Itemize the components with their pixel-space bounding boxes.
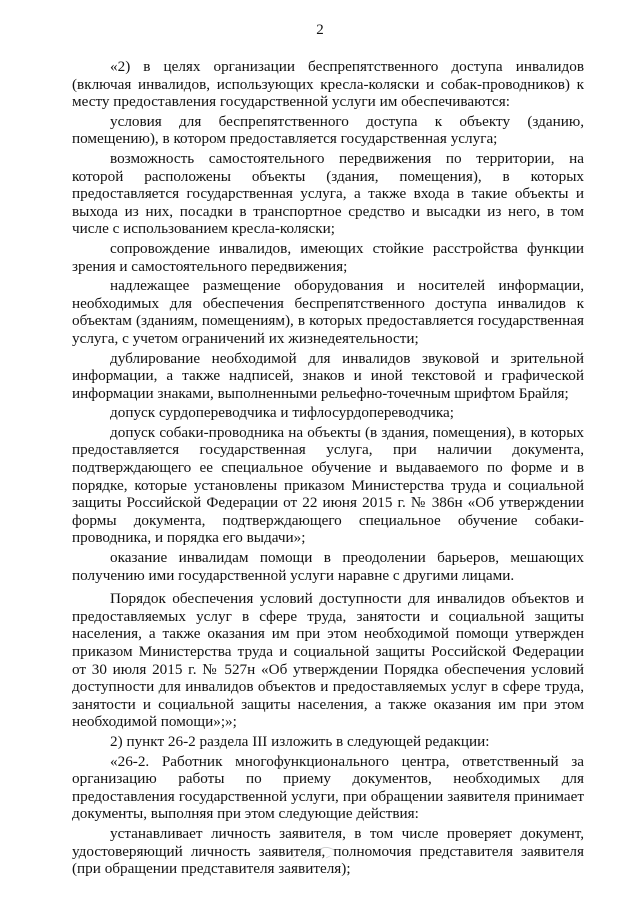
paragraph-item-26-2-amendment: 2) пункт 26-2 раздела III изложить в следующей редакции: <box>110 732 490 750</box>
paragraph-barrier-assistance: оказание инвалидам помощи в преодолении барьеров, мешающих получению ими государственной услуги наравне с другими лицами. <box>72 549 584 584</box>
paragraph-identity-verification: устанавливает личность заявителя, в том числе проверяет документ, удостоверяющий личность заявителя, полномочия представителя заявителя (при обращении представителя заявителя); <box>72 824 584 878</box>
paragraph-guide-dog: допуск собаки-проводника на объекты (в здания, помещения), в которых предоставляется государственная услуга, при наличии документа, подтверждающего ее специальное обучение и выдаваемого по форме и в порядке, которые установлены приказом Министерства труда и социальной защиты Российской Федерации от 22 июня 2015 г. № 386н «Об утверждении формы документа, подтверждающего специальное обучение собаки-проводника, и порядка его выдачи»; <box>72 423 584 547</box>
paragraph-accessibility-order: Порядок обеспечения условий доступности для инвалидов объектов и предоставляемых услуг в сфере труда, занятости и социальной защиты населения, а также оказания им при этом необходимой помощи утвержден приказом Министерства труда и социальной защиты Российской Федерации от 30 июля 2015 г. № 527н «Об утверждении Порядка обеспечения условий доступности для инвалидов объектов и предоставляемых услуг в сфере труда, занятости и социальной защиты населения, а также оказания им при этом необходимой помощи»;»; <box>72 590 584 731</box>
paragraph-unobstructed-access: условия для беспрепятственного доступа к объекту (зданию, помещению), в котором предоставляется государственная услуга; <box>72 112 584 148</box>
paragraph-sign-interpreter: допуск сурдопереводчика и тифлосурдопереводчика; <box>110 404 454 422</box>
paragraph-access-conditions-intro: «2) в целях организации беспрепятственного доступа инвалидов (включая инвалидов, использующих кресла-коляски и собак-проводников) к месту предоставления государственной услуги им обеспечиваются: <box>72 58 584 111</box>
page-number: 2 <box>316 22 324 38</box>
document-body <box>72 58 584 880</box>
paragraph-item-26-2-text: «26-2. Работник многофункционального центра, ответственный за организацию работы по приему документов, необходимых для предоставления государственной услуги, при обращении заявителя принимает документы, выполняя при этом следующие действия: <box>72 752 584 823</box>
paragraph-independent-movement: возможность самостоятельного передвижения по территории, на которой расположены объекты (здания, помещения), в которых предоставляется государственная услуга, а также входа в такие объекты и выхода из них, посадки в транспортное средство и высадки из него, в том числе с использованием кресла-коляски; <box>72 149 584 238</box>
paragraph-escort: сопровождение инвалидов, имеющих стойкие расстройства функции зрения и самостоятельного передвижения; <box>72 239 584 275</box>
paragraph-braille-duplication: дублирование необходимой для инвалидов звуковой и зрительной информации, а также надписей, знаков и иной текстовой и графической информации знаками, выполненными рельефно-точечным шрифтом Брайля; <box>72 349 584 402</box>
paragraph-equipment-placement: надлежащее размещение оборудования и носителей информации, необходимых для обеспечения беспрепятственного доступа инвалидов к объектам (зданиям, помещениям), в которых предоставляется государственная услуга, с учетом ограничений их жизнедеятельности; <box>72 277 584 347</box>
faint-stamp-mark <box>282 838 342 862</box>
